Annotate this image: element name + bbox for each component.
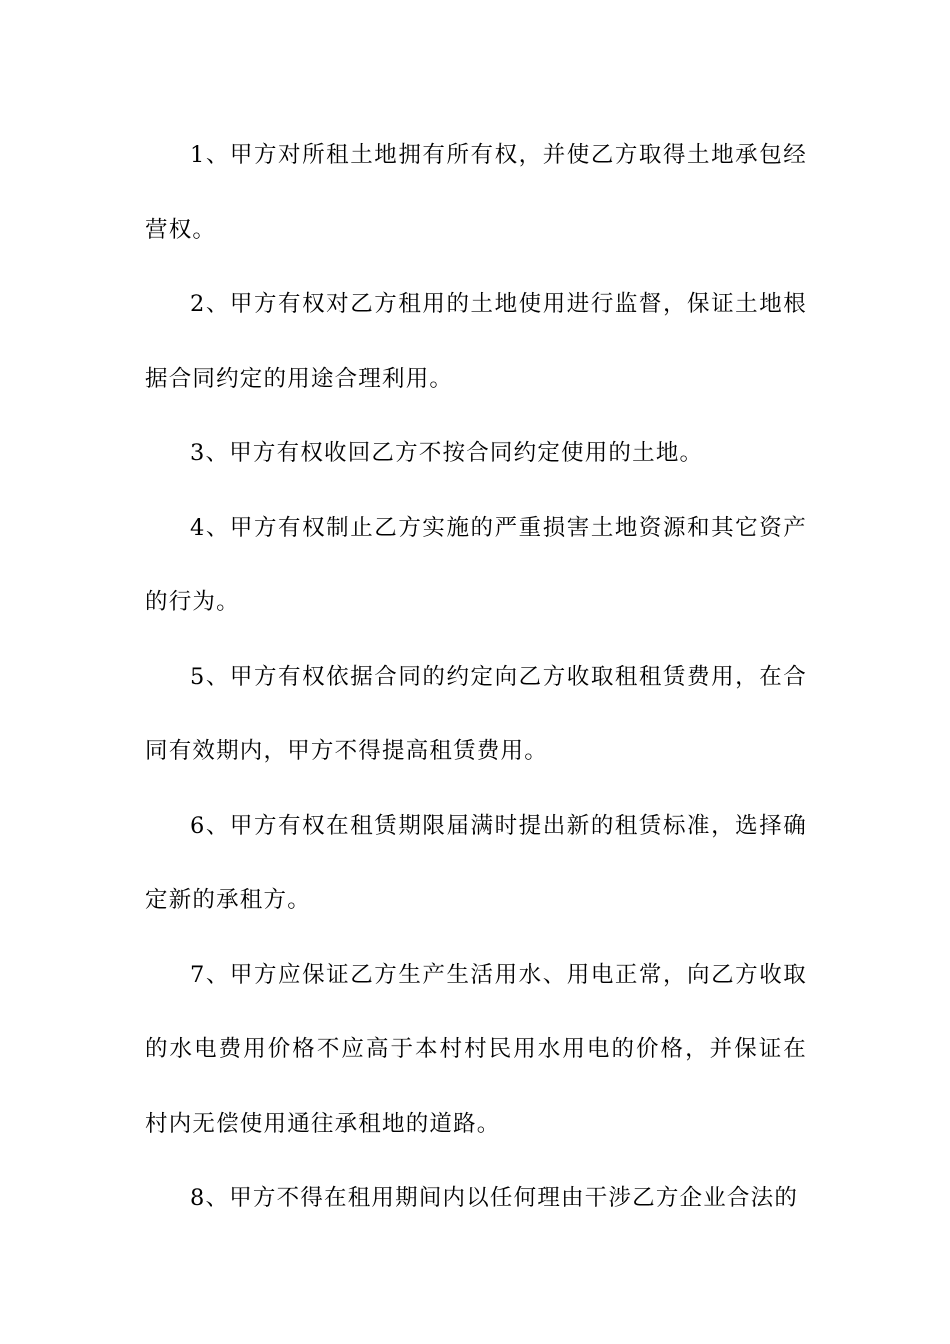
clause-6: 6、甲方有权在租赁期限届满时提出新的租赁标准，选择确定新的承租方。 (145, 812, 807, 913)
clause-2: 2、甲方有权对乙方租用的土地使用进行监督，保证土地根据合同约定的用途合理利用。 (145, 291, 807, 392)
clause-8: 8、甲方不得在租用期间内以任何理由干涉乙方企业合法的 (190, 1185, 799, 1211)
clause-5: 5、甲方有权依据合同的约定向乙方收取租租赁费用，在合同有效期内，甲方不得提高租赁费用。 (145, 663, 807, 764)
clause-4: 4、甲方有权制止乙方实施的严重损害土地资源和其它资产的行为。 (145, 514, 807, 615)
clause-3: 3、甲方有权收回乙方不按合同约定使用的土地。 (190, 440, 704, 466)
clause-1: 1、甲方对所租土地拥有所有权，并使乙方取得土地承包经营权。 (145, 142, 807, 243)
document-body (145, 118, 807, 1236)
clause-7: 7、甲方应保证乙方生产生活用水、用电正常，向乙方收取的水电费用价格不应高于本村村民用水用电的价格，并保证在村内无偿使用通往承租地的道路。 (145, 961, 807, 1137)
